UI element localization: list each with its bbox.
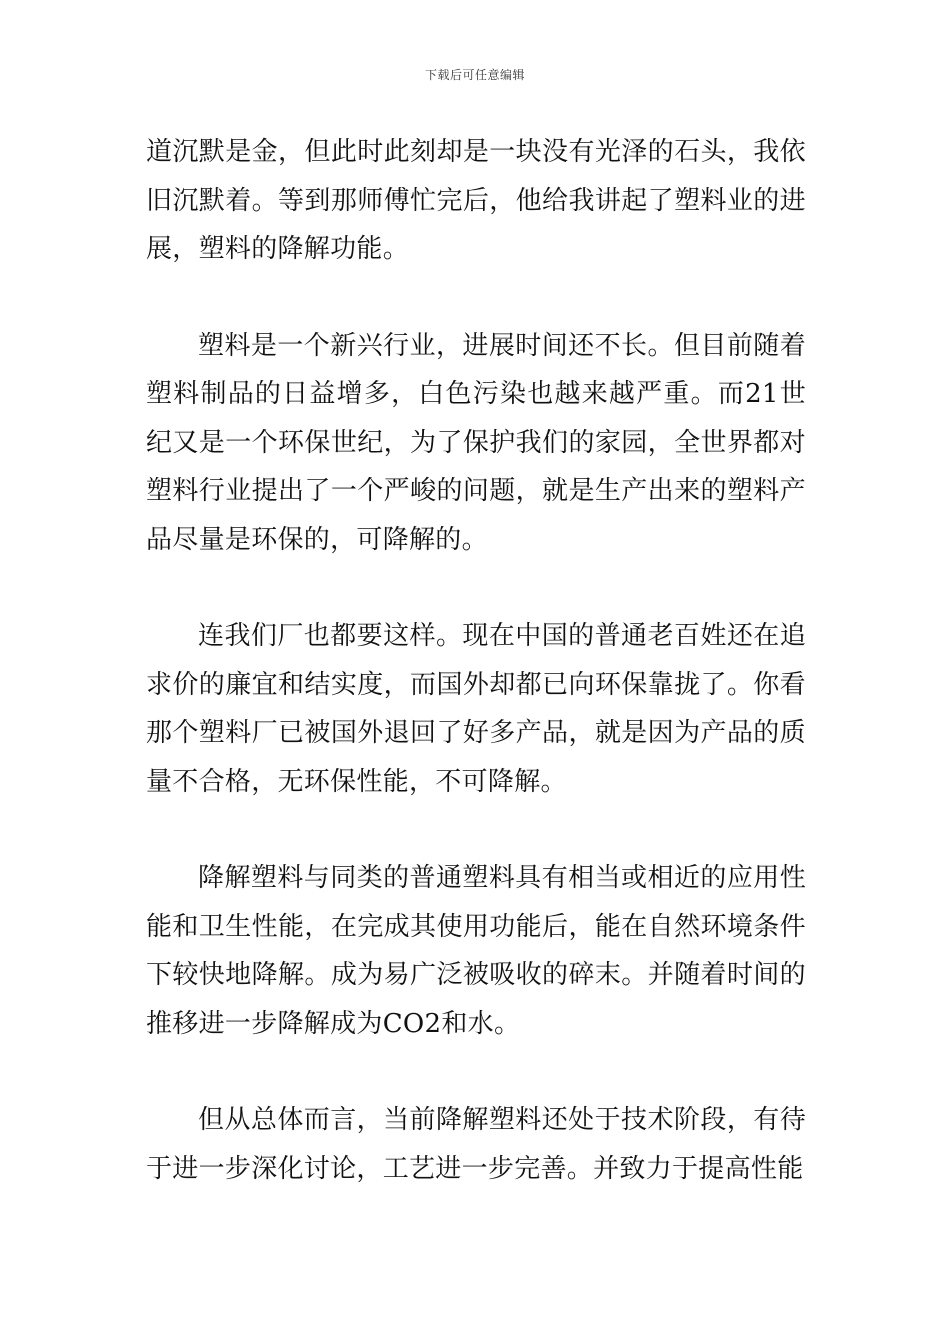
paragraph-3: 连我们厂也都要这样。现在中国的普通老百姓还在追求价的廉宜和结实度，而国外却都已向环保靠拢了。你看那个塑料厂已被国外退回了好多产品，就是因为产品的质量不合格，无环保性能，不可降解。 xyxy=(146,621,806,797)
document-body xyxy=(146,128,806,1193)
page-header-note: 下载后可任意编辑 xyxy=(424,68,525,82)
paragraph-5: 但从总体而言，当前降解塑料还处于技术阶段，有待于进一步深化讨论，工艺进一步完善。并致力于提高性能 xyxy=(146,1105,806,1184)
paragraph-4: 降解塑料与同类的普通塑料具有相当或相近的应用性能和卫生性能，在完成其使用功能后，能在自然环境条件下较快地降解。成为易广泛被吸收的碎末。并随着时间的推移进一步降解成为CO2和水。 xyxy=(146,863,806,1039)
paragraph-1: 道沉默是金，但此时此刻却是一块没有光泽的石头，我依旧沉默着。等到那师傅忙完后，他给我讲起了塑料业的进展，塑料的降解功能。 xyxy=(146,137,806,264)
paragraph-2: 塑料是一个新兴行业，进展时间还不长。但目前随着塑料制品的日益增多，白色污染也越来越严重。而21世纪又是一个环保世纪，为了保护我们的家园，全世界都对塑料行业提出了一个严峻的问题，就是生产出来的塑料产品尽量是环保的，可降解的。 xyxy=(146,330,806,555)
